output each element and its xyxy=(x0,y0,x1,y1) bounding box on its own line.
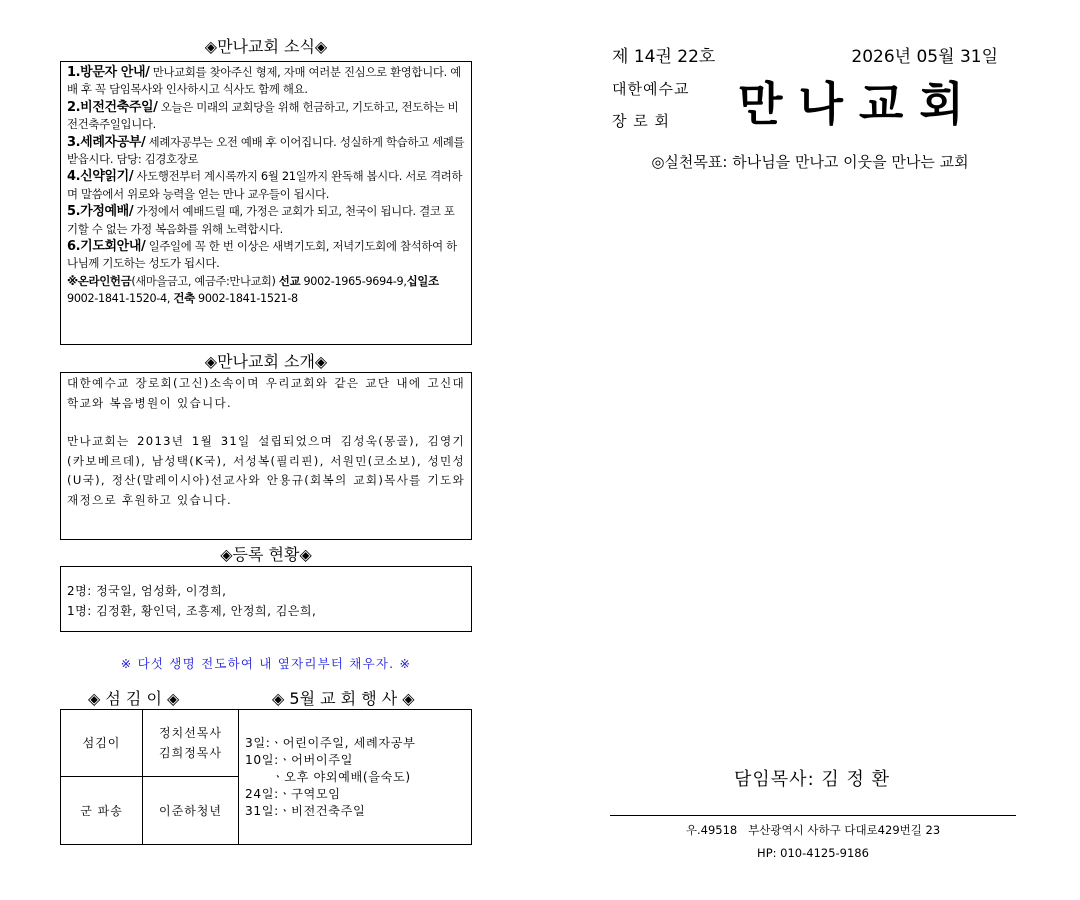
news-item-head: 2.비전건축주일/ xyxy=(67,99,158,115)
news-item-head: 5.가정예배/ xyxy=(67,204,134,220)
intro-paragraph: 대한예수교 장로회(고신)소속이며 우리교회와 같은 교단 내에 고신대학교와 복음병원이 있습니다. xyxy=(67,376,465,410)
servants-names xyxy=(143,710,239,777)
military-label: 군 파송 xyxy=(61,777,143,845)
intro-title: ◈만나교회 소개◈ xyxy=(204,352,328,371)
account-mission: 9002-1965-9694-9, xyxy=(300,274,407,288)
online-offering xyxy=(67,273,465,308)
senior-pastor: 담임목사: 김 정 환 xyxy=(734,769,890,790)
news-item xyxy=(67,64,465,99)
news-item xyxy=(67,134,465,169)
news-item-text: 사도행전부터 계시록까지 6월 21일까지 완독해 봅시다. 서로 격려하며 말씀에서 위로와 능력을 얻는 만나 교우들이 됩시다. xyxy=(67,169,463,201)
church-address: 우.49518 부산광역시 사하구 다대로429번길 23 xyxy=(685,823,941,837)
news-box xyxy=(60,61,472,345)
event-item: 3일:ㆍ어린이주일, 세례자공부 xyxy=(245,735,416,750)
servants-label: 섬김이 xyxy=(61,710,143,777)
news-item-head: 4.신약읽기/ xyxy=(67,169,134,185)
news-item-text: 오늘은 미래의 교회당을 위해 헌금하고, 기도하고, 전도하는 비전건축주일입니다. xyxy=(67,99,459,132)
evangelism-slogan: ※ 다섯 생명 전도하여 내 옆자리부터 채우자. ※ xyxy=(120,656,412,671)
church-name: 만 나 교 회 xyxy=(738,77,964,131)
event-item: 10일:ㆍ어버이주일 xyxy=(245,752,354,767)
online-offering-info: (새마을금고, 예금주:만나교회) xyxy=(131,274,279,288)
servant-name: 정치선목사 xyxy=(159,726,222,740)
volume-number: 제 14권 22호 xyxy=(612,47,716,67)
account-label-mission: 선교 xyxy=(278,273,301,288)
intro-spacer xyxy=(67,413,465,432)
military-name: 이준하청년 xyxy=(159,803,222,818)
church-phone: HP: 010-4125-9186 xyxy=(757,846,869,860)
news-item-text: 만나교회를 찾아주신 형제, 자매 여러분 진심으로 환영합니다. 예배 후 꼭 담임목사와 인사하시고 식사도 함께 해요. xyxy=(67,65,461,97)
denomination-line1: 대한예수교 xyxy=(612,80,690,98)
footer-divider xyxy=(610,815,1016,816)
news-item xyxy=(67,238,465,273)
account-label-tithe: 십일조 xyxy=(406,273,439,288)
intro-box xyxy=(60,372,472,540)
news-item-head: 1.방문자 안내/ xyxy=(67,65,150,80)
registration-line: 1명: 김정환, 황인덕, 조흥제, 안정희, 김은희, xyxy=(67,604,317,618)
news-item xyxy=(67,203,465,238)
account-building: 9002-1841-1521-8 xyxy=(194,292,298,306)
news-item-text: 가정에서 예배드릴 때, 가정은 교회가 되고, 천국이 됩니다. 결코 포기할 수 없는 가정 복음화를 위해 노력합시다. xyxy=(67,204,455,236)
account-label-building: 건축 xyxy=(173,291,195,306)
intro-paragraph: 만나교회는 2013년 1월 31일 설립되었으며 김성욱(몽골), 김영기(카보베르데), 남성택(K국), 서성복(필리핀), 서원민(코소보), 성민성(U국), 정산(말레이시아)선교사와 안용규(회복의 교회)목사를 기도와 재정으로 후원하고 있습니다. xyxy=(67,434,465,507)
news-item xyxy=(67,99,465,134)
online-offering-mark: ※온라인헌금 xyxy=(67,273,132,288)
news-title: ◈만나교회 소식◈ xyxy=(204,37,328,56)
servant-name: 김희정목사 xyxy=(159,746,222,760)
news-item-text: 일주일에 꼭 한 번 이상은 새벽기도회, 저녁기도회에 참석하여 하나님께 기도하는 성도가 됩시다. xyxy=(67,239,457,271)
issue-date: 2026년 05월 31일 xyxy=(851,47,998,67)
military-names xyxy=(143,777,239,845)
news-item-text: 세례자공부는 오전 예배 후 이어집니다. 성실하게 학습하고 세례를 받읍시다. 담당: 김경호장로 xyxy=(67,134,465,167)
events-title: ◈ 5월 교 회 행 사 ◈ xyxy=(272,689,415,708)
event-item: ㆍ오후 야외예배(을숙도) xyxy=(245,769,411,784)
event-item: 24일:ㆍ구역모임 xyxy=(245,786,341,801)
event-item: 31일:ㆍ비전건축주일 xyxy=(245,803,366,818)
news-item-head: 3.세례자공부/ xyxy=(67,134,146,150)
account-tithe: 9002-1841-1520-4, xyxy=(67,292,174,306)
registration-title: ◈등록 현황◈ xyxy=(220,545,312,564)
registration-line: 2명: 정국일, 엄성화, 이경희, xyxy=(67,584,227,598)
service-table xyxy=(60,709,472,845)
registration-box xyxy=(60,566,472,632)
events-list xyxy=(239,710,472,845)
news-item-head: 6.기도회안내/ xyxy=(67,239,146,255)
news-item xyxy=(67,168,465,203)
practice-motto: ◎실천목표: 하나님을 만나고 이웃을 만나는 교회 xyxy=(651,153,969,171)
servants-title: ◈ 섬 김 이 ◈ xyxy=(88,689,180,708)
denomination-line2: 장 로 회 xyxy=(612,112,671,130)
